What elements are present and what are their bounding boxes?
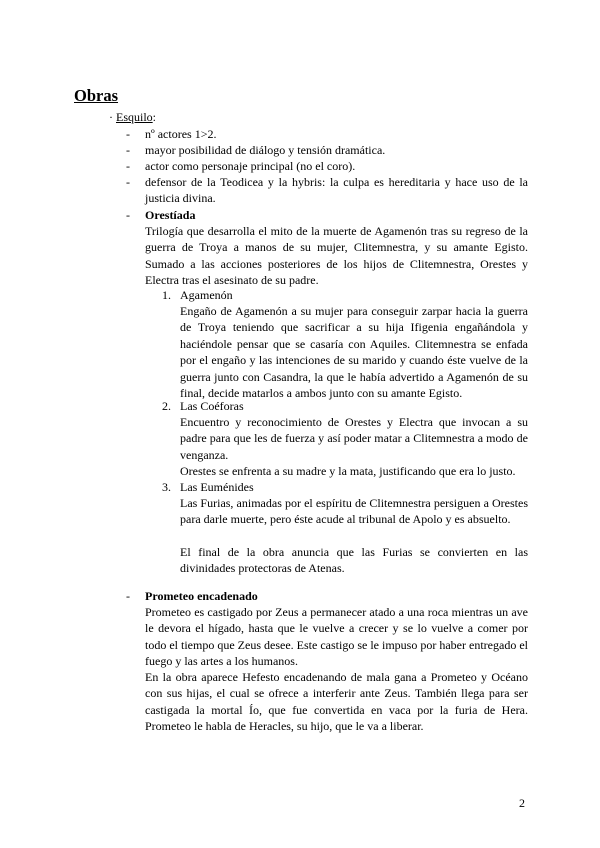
section-title: Obras — [74, 86, 119, 105]
prometheus-summary: En la obra aparece Hefesto encadenando de mala gana a Prometeo y Océano con sus hijas, el cual se ofrece a interferir ante Zeus. También llega para ser castigada la mortal Ío, que fue convertida en vaca por la furia de Hera. Prometeo le habla de Heracles, su hijo, que le va a liberar. — [145, 670, 528, 734]
play-summary: Las Furias, animadas por el espíritu de Clitemnestra persiguen a Orestes para darle muerte, pero éste acude al tribunal de Apolo y es absuelto. — [180, 496, 528, 527]
list-dash: - — [126, 127, 130, 141]
author-name: Esquilo — [116, 110, 153, 124]
list-dash: - — [126, 175, 130, 189]
feature-item: defensor de la Teodicea y la hybris: la culpa es hereditaria y hace uso de la justicia divina. — [145, 175, 528, 206]
list-dash: - — [126, 208, 130, 222]
author-line — [109, 109, 156, 125]
author-bullet: · — [109, 110, 113, 124]
feature-item: nº actores 1>2. — [145, 127, 217, 141]
play-number: 1. — [162, 288, 171, 302]
author-colon: : — [152, 110, 157, 124]
play-summary: Orestes se enfrenta a su madre y la mata, justificando que era lo justo. — [180, 464, 516, 478]
list-dash: - — [126, 143, 130, 157]
play-title: Las Euménides — [180, 480, 254, 494]
play-summary: Encuentro y reconocimiento de Orestes y Electra que invocan a su padre para que les de fuerza y así poder matar a Clitemnestra a modo de venganza. — [180, 415, 528, 462]
play-number: 2. — [162, 399, 171, 413]
prometheus-title: Prometeo encadenado — [145, 589, 258, 603]
play-summary: Engaño de Agamenón a su mujer para conseguir zarpar hacia la guerra de Troya teniendo que sacrificar a su hija Ifigenia engañándola y haciéndole pensar que se casaría con Aquiles. Clitemnestra se enfada por el engaño y las intenciones de su marido y cuando éste vuelve de la guerra junto con Casandra, la que le había advertido a Agamenón de su final, decide matarlos a ambos junto con su amante Egisto. — [180, 304, 528, 401]
play-title: Las Coéforas — [180, 399, 244, 413]
oresteia-intro: Trilogía que desarrolla el mito de la muerte de Agamenón tras su regreso de la guerra de Troya a manos de su mujer, Clitemnestra, y su amante Egisto. Sumado a las acciones posteriores de los hijos de Clitemnestra, Orestes y Electra tras el asesinato de su padre. — [145, 224, 528, 288]
feature-item: mayor posibilidad de diálogo y tensión dramática. — [145, 143, 386, 157]
play-number: 3. — [162, 480, 171, 494]
play-title: Agamenón — [180, 288, 233, 302]
play-summary: El final de la obra anuncia que las Furias se convierten en las divinidades protectoras de Atenas. — [180, 545, 528, 576]
list-dash: - — [126, 589, 130, 603]
oresteia-title: Orestíada — [145, 208, 196, 222]
feature-item: actor como personaje principal (no el coro). — [145, 159, 356, 173]
list-dash: - — [126, 159, 130, 173]
prometheus-summary: Prometeo es castigado por Zeus a permanecer atado a una roca mientras un ave le devora el hígado, hasta que le vuelve a crecer y se lo vuelve a comer por todo el tiempo que Zeus desee. Este castigo se le impuso por haber entregado el fuego y las artes a los humanos. — [145, 605, 528, 669]
page-number: 2 — [519, 796, 525, 810]
